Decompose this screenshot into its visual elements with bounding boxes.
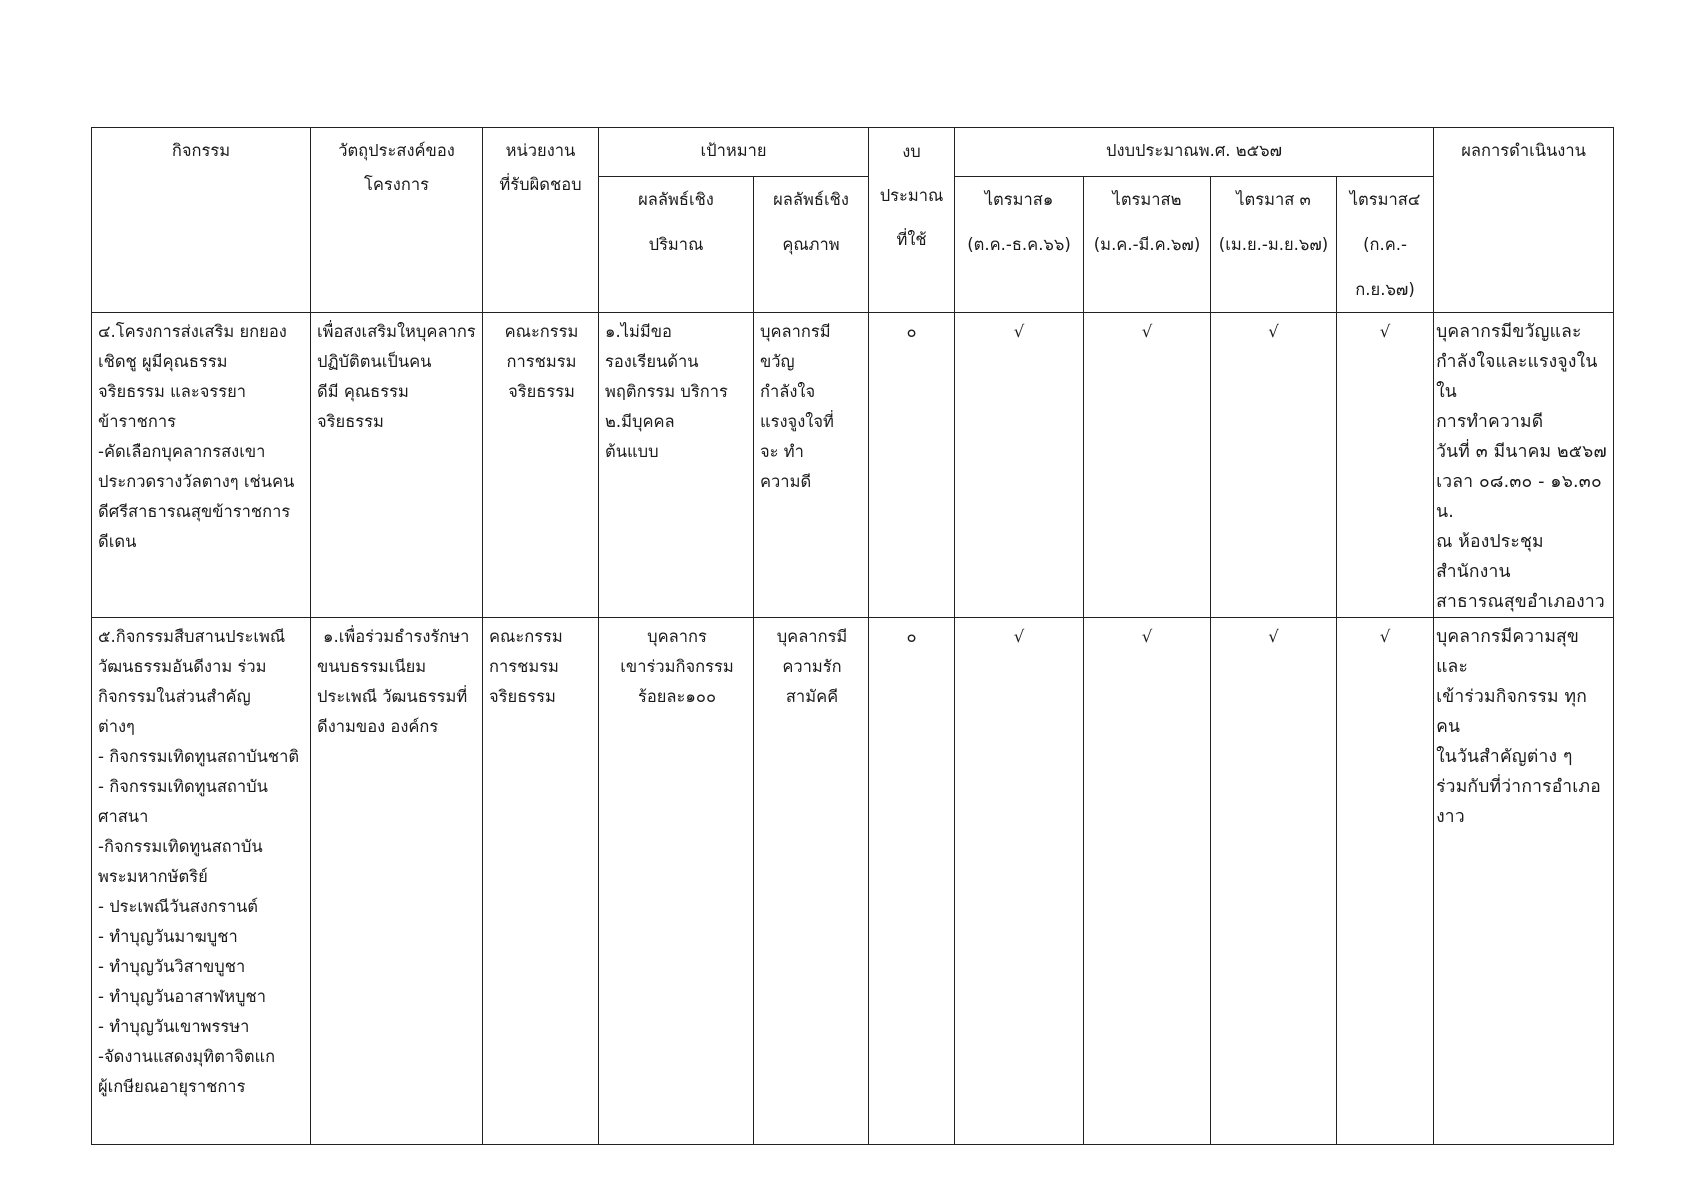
header-activity-text: กิจกรรม xyxy=(171,141,231,160)
cell-result xyxy=(1434,313,1614,618)
objective-line: เพื่อสงเสริมใหบุคลากร xyxy=(317,322,476,341)
header-q4 xyxy=(1337,177,1434,313)
result-line: วันที่ ๓ มีนาคม ๒๕๖๗ xyxy=(1436,442,1607,462)
checkmark-icon: √ xyxy=(1379,322,1391,341)
activity-line: ศาสนา xyxy=(98,807,149,826)
unit-line: คณะกรรม xyxy=(504,322,579,341)
cell-target-quality xyxy=(754,313,869,618)
header-objective xyxy=(311,128,483,313)
activity-line: - ประเพณีวันสงกรานต์ xyxy=(98,897,259,916)
header-q1-range: (ต.ค.-ธ.ค.๖๖) xyxy=(967,235,1071,254)
result-line: บุคลากรมีความสุขและ xyxy=(1436,627,1580,677)
activity-line: - กิจกรรมเทิดทูนสถาบันชาติ xyxy=(98,747,300,766)
quantity-line: ๒.มีบุคคล xyxy=(605,412,675,431)
result-line: น. xyxy=(1436,502,1454,522)
header-q2-label: ไตรมาส๒ xyxy=(1112,190,1182,209)
result-line: ณ ห้องประชุมสำนักงาน xyxy=(1436,532,1544,582)
checkmark-icon: √ xyxy=(1379,627,1391,646)
result-line: งาว xyxy=(1436,807,1465,827)
quality-line: ความดี xyxy=(760,472,812,491)
header-q3-label: ไตรมาส ๓ xyxy=(1236,190,1311,209)
quantity-line: เขาร่วมกิจกรรม xyxy=(620,657,734,676)
checkmark-icon: √ xyxy=(1013,322,1025,341)
result-line: เวลา ๐๘.๓๐ - ๑๖.๓๐ xyxy=(1436,472,1602,492)
cell-activity xyxy=(92,618,311,1145)
activity-line: ต่างๆ xyxy=(98,717,135,736)
objective-line: ๑.เพื่อร่วมธำรงรักษา xyxy=(323,627,470,646)
header-activity xyxy=(92,128,311,313)
document-page xyxy=(91,127,1613,1145)
header-budget-text: งบ ประมาณ ที่ใช้ xyxy=(879,142,944,249)
quality-line: ความรัก xyxy=(782,657,842,676)
result-line: ร่วมกับที่ว่าการอำเภอ xyxy=(1436,777,1601,797)
header-q3-range: (เม.ย.-ม.ย.๖๗) xyxy=(1218,235,1329,254)
cell-target-quantity xyxy=(599,313,754,618)
header-target-text: เป้าหมาย xyxy=(700,141,767,160)
unit-line: การชมรม xyxy=(506,352,577,371)
result-line: เข้าร่วมกิจกรรม ทุกคน xyxy=(1436,687,1588,737)
objective-line: ปฏิบัติตนเป็นคน xyxy=(317,352,432,371)
cell-objective xyxy=(311,618,483,1145)
cell-q4 xyxy=(1337,313,1434,618)
objective-line: ประเพณี วัฒนธรรมที่ xyxy=(317,687,468,706)
quantity-line: ร้อยละ๑๐๐ xyxy=(637,687,717,706)
cell-budget xyxy=(869,313,955,618)
header-target-quality xyxy=(754,177,869,313)
table-row xyxy=(92,313,1614,618)
activity-line: -คัดเลือกบุคลากรสงเขา xyxy=(98,442,266,461)
header-result xyxy=(1434,128,1614,313)
activity-line: - ทำบุญวันอาสาฬหบูชา xyxy=(98,987,267,1006)
checkmark-icon: √ xyxy=(1013,627,1025,646)
header-result-text: ผลการดำเนินงาน xyxy=(1461,141,1586,160)
table-row xyxy=(92,618,1614,1145)
objective-line: จริยธรรม xyxy=(317,412,384,431)
header-target-quantity-text: ผลลัพธ์เชิง ปริมาณ xyxy=(638,190,714,254)
checkmark-icon: √ xyxy=(1141,322,1153,341)
cell-q1 xyxy=(955,313,1084,618)
activity-plan-table xyxy=(91,127,1614,1145)
cell-q2 xyxy=(1084,618,1211,1145)
activity-line: ๕.กิจกรรมสืบสานประเพณี xyxy=(98,627,286,646)
quantity-line: พฤติกรรม บริการ xyxy=(605,382,728,401)
cell-q4 xyxy=(1337,618,1434,1145)
activity-line: ดีเดน xyxy=(98,532,137,551)
header-q1-label: ไตรมาส๑ xyxy=(984,190,1054,209)
objective-line: ดีงามของ องค์กร xyxy=(317,717,439,736)
activity-line: ประกวดรางวัลตางๆ เช่นคน xyxy=(98,472,295,491)
activity-line: พระมหากษัตริย์ xyxy=(98,867,208,886)
activity-line: วัฒนธรรมอันดีงาม ร่วม xyxy=(98,657,267,676)
activity-line: จริยธรรม และจรรยา xyxy=(98,382,247,401)
header-target-quantity xyxy=(599,177,754,313)
cell-activity xyxy=(92,313,311,618)
header-objective-text: วัตถุประสงค์ของ โครงการ xyxy=(338,141,455,194)
activity-line: ๔.โครงการส่งเสริม ยกยอง xyxy=(98,322,287,341)
cell-unit xyxy=(483,313,599,618)
quality-line: แรงจูงใจที่ xyxy=(760,412,834,431)
header-unit-text: หน่วยงาน ที่รับผิดชอบ xyxy=(499,141,582,194)
cell-unit xyxy=(483,618,599,1145)
budget-value: ๐ xyxy=(906,627,917,646)
header-budget xyxy=(869,128,955,313)
activity-line: - กิจกรรมเทิดทูนสถาบัน xyxy=(98,777,268,796)
cell-q3 xyxy=(1211,313,1337,618)
activity-line: กิจกรรมในส่วนสำคัญ xyxy=(98,687,251,706)
unit-line: การชมรม xyxy=(489,657,559,676)
header-target-quality-text: ผลลัพธ์เชิง คุณภาพ xyxy=(773,190,849,254)
quality-line: กำลังใจ xyxy=(760,382,816,401)
cell-q2 xyxy=(1084,313,1211,618)
unit-line: คณะกรรม xyxy=(489,627,563,646)
cell-q3 xyxy=(1211,618,1337,1145)
activity-line: ดีศรีสาธารณสุขข้าราชการ xyxy=(98,502,291,521)
quality-line: บุคลากรมี xyxy=(776,627,848,646)
header-unit xyxy=(483,128,599,313)
header-target xyxy=(599,128,869,177)
header-q1 xyxy=(955,177,1084,313)
cell-objective xyxy=(311,313,483,618)
result-line: กำลังใจและแรงจูงในใน xyxy=(1436,352,1598,402)
header-q3 xyxy=(1211,177,1337,313)
quantity-line: บุคลากร xyxy=(647,627,707,646)
quality-line: สามัคคี xyxy=(785,687,839,706)
budget-value: ๐ xyxy=(906,322,917,341)
header-q4-label: ไตรมาส๔ xyxy=(1349,190,1421,209)
quantity-line: รองเรียนด้าน xyxy=(605,352,699,371)
activity-line: ผู้เกษียณอายุราชการ xyxy=(98,1077,246,1096)
cell-target-quality xyxy=(754,618,869,1145)
cell-result xyxy=(1434,618,1614,1145)
activity-line: -กิจกรรมเทิดทูนสถาบัน xyxy=(98,837,263,856)
objective-line: ขนบธรรมเนียม xyxy=(317,657,427,676)
checkmark-icon: √ xyxy=(1141,627,1153,646)
header-fiscal-year-text: ปงบประมาณพ.ศ. ๒๕๖๗ xyxy=(1106,141,1283,160)
checkmark-icon: √ xyxy=(1268,627,1279,646)
cell-budget xyxy=(869,618,955,1145)
quality-line: จะ ทำ xyxy=(760,442,804,461)
cell-target-quantity xyxy=(599,618,754,1145)
activity-line: ข้าราชการ xyxy=(98,412,176,431)
header-q2-range: (ม.ค.-มี.ค.๖๗) xyxy=(1093,235,1201,254)
header-q4-range: (ก.ค.-ก.ย.๖๗) xyxy=(1355,235,1415,299)
activity-line: -จัดงานแสดงมุทิตาจิตแก xyxy=(98,1047,276,1066)
quality-line: บุคลากรมีขวัญ xyxy=(760,322,831,371)
unit-line: จริยธรรม xyxy=(508,382,575,401)
activity-line: - ทำบุญวันเขาพรรษา xyxy=(98,1017,250,1036)
quantity-line: ๑.ไม่มีขอ xyxy=(605,322,672,341)
cell-q1 xyxy=(955,618,1084,1145)
header-q2 xyxy=(1084,177,1211,313)
checkmark-icon: √ xyxy=(1268,322,1279,341)
activity-line: - ทำบุญวันวิสาขบูชา xyxy=(98,957,246,976)
result-line: สาธารณสุขอำเภองาว xyxy=(1436,592,1605,612)
activity-line: - ทำบุญวันมาฆบูชา xyxy=(98,927,238,946)
result-line: ในวันสำคัญต่าง ๆ xyxy=(1436,747,1573,767)
header-fiscal-year xyxy=(955,128,1434,177)
result-line: การทำความดี xyxy=(1436,412,1544,432)
activity-line: เชิดชู ผูมีคุณธรรม xyxy=(98,352,228,371)
result-line: บุคลากรมีขวัญและ xyxy=(1436,322,1582,342)
quantity-line: ต้นแบบ xyxy=(605,442,659,461)
unit-line: จริยธรรม xyxy=(489,687,556,706)
objective-line: ดีมี คุณธรรม xyxy=(317,382,409,401)
